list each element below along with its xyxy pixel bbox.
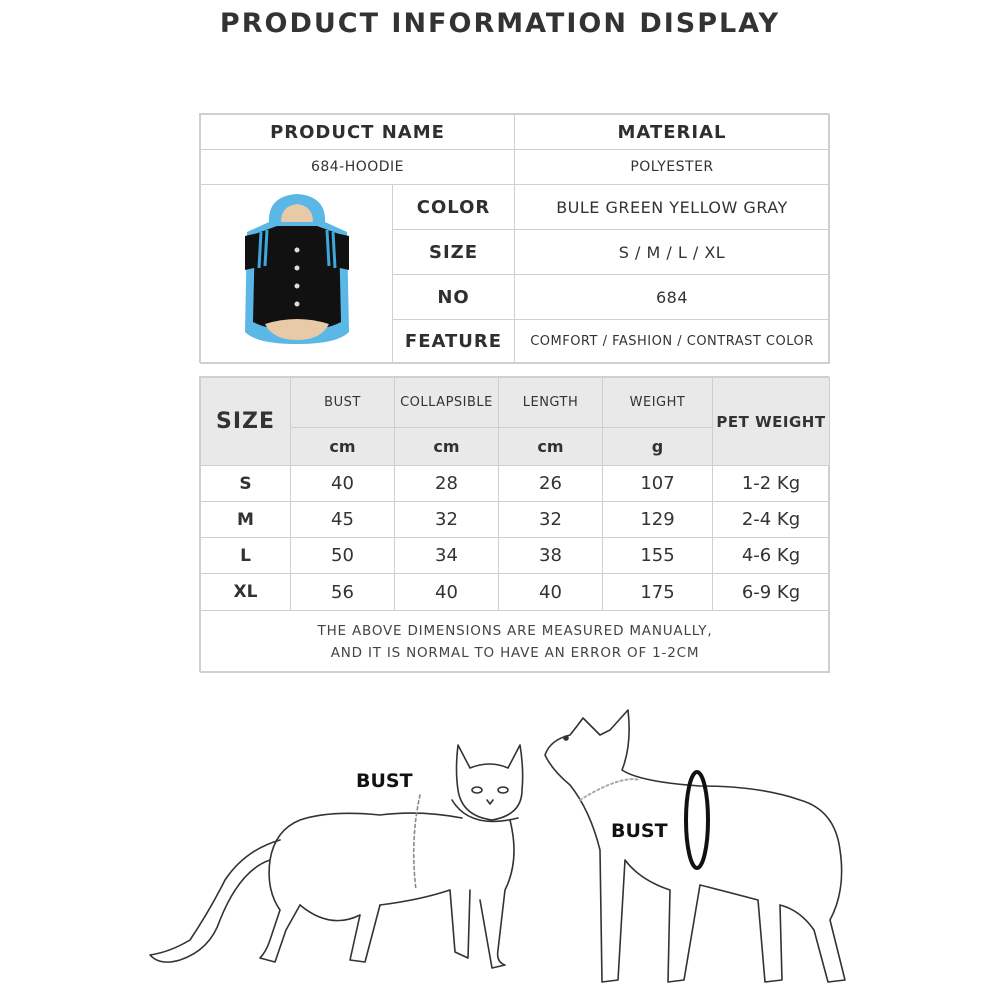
size-value: S / M / L / XL [514,229,830,275]
table-cell: 38 [498,537,603,574]
cat-bust-label: BUST [356,770,413,792]
material-value: POLYESTER [514,149,830,185]
size-cell-m: M [200,501,291,538]
table-cell: 34 [394,537,499,574]
table-cell: 45 [290,501,395,538]
feature-value: COMFORT / FASHION / CONTRAST COLOR [514,319,830,364]
table-cell: 40 [498,573,603,611]
color-label: COLOR [392,184,515,230]
no-label: NO [392,274,515,320]
cat-outline-icon [150,745,523,968]
pet-weight-cell: 4-6 Kg [712,537,830,574]
dog-bust-label: BUST [611,820,668,842]
product-info-table [199,113,829,363]
collapsible-unit: cm [394,427,499,466]
length-unit: cm [498,427,603,466]
note-line-1: THE ABOVE DIMENSIONS ARE MEASURED MANUALLY, [317,622,713,639]
table-cell: 40 [394,573,499,611]
pet-weight-cell: 2-4 Kg [712,501,830,538]
pet-weight-cell: 1-2 Kg [712,465,830,502]
feature-label: FEATURE [392,319,515,364]
collapsible-header: COLLAPSIBLE [394,377,499,428]
length-header: LENGTH [498,377,603,428]
color-value: BULE GREEN YELLOW GRAY [514,184,830,230]
table-cell: 26 [498,465,603,502]
size-chart-table [199,376,829,672]
measurement-note [200,610,830,673]
no-value: 684 [514,274,830,320]
measurement-diagram [0,690,1000,1000]
size-cell-xl: XL [200,573,291,611]
table-cell: 32 [394,501,499,538]
note-line-2: AND IT IS NORMAL TO HAVE AN ERROR OF 1-2CM [330,644,700,661]
pet-weight-header: PET WEIGHT [712,377,830,466]
table-cell: 129 [602,501,713,538]
table-cell: 50 [290,537,395,574]
table-cell: 56 [290,573,395,611]
product-name-value: 684-HOODIE [200,149,515,185]
table-cell: 155 [602,537,713,574]
page-title: PRODUCT INFORMATION DISPLAY [219,8,781,39]
pet-weight-cell: 6-9 Kg [712,573,830,611]
weight-unit: g [602,427,713,466]
size-label: SIZE [392,229,515,275]
material-header: MATERIAL [514,114,830,150]
table-cell: 40 [290,465,395,502]
bust-unit: cm [290,427,395,466]
product-name-header: PRODUCT NAME [200,114,515,150]
table-cell: 175 [602,573,713,611]
size-column-header: SIZE [200,377,291,466]
table-cell: 32 [498,501,603,538]
size-cell-s: S [200,465,291,502]
table-cell: 107 [602,465,713,502]
table-cell: 28 [394,465,499,502]
dog-outline-icon [545,710,845,982]
weight-header: WEIGHT [602,377,713,428]
product-image [200,184,393,364]
hoodie-icon [237,192,357,356]
size-cell-l: L [200,537,291,574]
bust-header: BUST [290,377,395,428]
